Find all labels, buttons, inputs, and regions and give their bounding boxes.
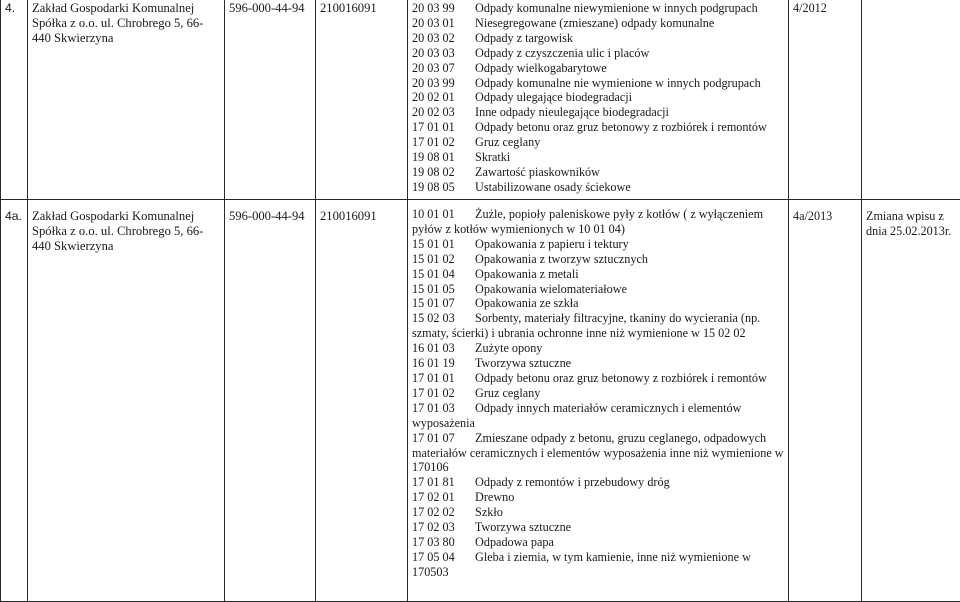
waste-code: 15 02 03 [412,311,472,326]
waste-description: Zawartość piaskowników [475,165,600,179]
waste-code: 15 01 01 [412,237,472,252]
waste-code: 16 01 19 [412,356,472,371]
waste-code-line [412,505,784,520]
waste-code: 16 01 03 [412,341,472,356]
waste-code-line [412,31,784,46]
waste-code: 17 01 01 [412,120,472,135]
waste-description: Zużyte opony [475,341,542,355]
waste-code-line [412,105,784,120]
waste-code-line [412,550,784,580]
waste-code: 20 02 01 [412,90,472,105]
entry-number: 4a. [1,200,28,602]
waste-description: Gruz ceglany [475,135,540,149]
waste-description: Szkło [475,505,503,519]
waste-codes-cell [408,200,789,602]
waste-code-line [412,207,784,237]
nip-number: 596-000-44-94 [225,200,316,602]
registration-number: 4a/2013 [789,200,862,602]
company-name-address: Zakład Gospodarki Komunalnej Spółka z o.o. ul. Chrobrego 5, 66-440 Skwierzyna [28,0,225,200]
waste-description: Sorbenty, materiały filtracyjne, tkaniny do wycierania (np. szmaty, ścierki) i ubrania ochronne inne niż wymienione w 15 02 02 [412,311,760,340]
waste-codes-cell [408,0,789,200]
waste-code: 15 01 02 [412,252,472,267]
waste-description: Skratki [475,150,510,164]
waste-code-line [412,120,784,135]
waste-description: Gleba i ziemia, w tym kamienie, inne niż wymienione w 170503 [412,550,751,579]
waste-description: Żużle, popioły paleniskowe pyły z kotłów ( z wyłączeniem pyłów z kotłów wymienionych w 10 01 04) [412,207,763,236]
waste-description: Opakowania wielomateriałowe [475,282,627,296]
waste-description: Ustabilizowane osady ściekowe [475,180,631,194]
nip-number: 596-000-44-94 [225,0,316,200]
waste-code: 17 03 80 [412,535,472,550]
waste-code-line [412,76,784,91]
waste-code-line [412,490,784,505]
waste-code: 15 01 04 [412,267,472,282]
table-row [1,0,960,200]
waste-code: 17 01 01 [412,371,472,386]
waste-description: Odpady z czyszczenia ulic i placów [475,46,649,60]
waste-description: Opakowania z tworzyw sztucznych [475,252,648,266]
waste-code: 10 01 01 [412,207,472,222]
waste-code: 15 01 07 [412,296,472,311]
company-name-address: Zakład Gospodarki Komunalnej Spółka z o.o. ul. Chrobrego 5, 66-440 Skwierzyna [28,200,225,602]
waste-code-line [412,61,784,76]
regon-number: 210016091 [316,0,408,200]
waste-code-line [412,341,784,356]
waste-code: 17 01 02 [412,386,472,401]
waste-description: Odpady komunalne niewymienione w innych podgrupach [475,1,758,15]
remarks [862,0,960,200]
waste-description: Odpady ulegające biodegradacji [475,90,632,104]
waste-code-line [412,282,784,297]
waste-code: 20 03 01 [412,16,472,31]
waste-code: 17 01 07 [412,431,472,446]
waste-code: 20 02 03 [412,105,472,120]
waste-code: 17 05 04 [412,550,472,565]
waste-code-line [412,237,784,252]
waste-description: Odpady innych materiałów ceramicznych i elementów wyposażenia [412,401,741,430]
waste-code-line [412,180,784,195]
waste-code-line [412,135,784,150]
waste-code: 17 01 02 [412,135,472,150]
regon-number: 210016091 [316,200,408,602]
waste-code-line [412,267,784,282]
waste-code: 19 08 02 [412,165,472,180]
waste-code-line [412,371,784,386]
waste-code: 20 03 02 [412,31,472,46]
waste-code-line [412,1,784,16]
entry-number: 4. [1,0,28,200]
waste-description: Tworzywa sztuczne [475,356,571,370]
waste-description: Zmieszane odpady z betonu, gruzu ceglanego, odpadowych materiałów ceramicznych i elementów wyposażenia inne niż wymienione w 170106 [412,431,784,475]
waste-description: Odpady betonu oraz gruz betonowy z rozbiórek i remontów [475,371,767,385]
waste-code-line [412,401,784,431]
waste-code: 19 08 01 [412,150,472,165]
waste-description: Drewno [475,490,514,504]
waste-description: Inne odpady nieulegające biodegradacji [475,105,669,119]
waste-code: 17 02 02 [412,505,472,520]
waste-description: Opakowania z papieru i tektury [475,237,629,251]
waste-code-line [412,431,784,476]
waste-code-line [412,150,784,165]
waste-code: 20 03 07 [412,61,472,76]
waste-code: 19 08 05 [412,180,472,195]
waste-description: Opakowania z metali [475,267,579,281]
waste-code: 20 03 99 [412,76,472,91]
waste-code: 17 02 03 [412,520,472,535]
waste-description: Odpady betonu oraz gruz betonowy z rozbiórek i remontów [475,120,767,134]
waste-code: 15 01 05 [412,282,472,297]
waste-code: 17 01 81 [412,475,472,490]
waste-code-line [412,252,784,267]
waste-code-line [412,46,784,61]
waste-code-line [412,356,784,371]
remarks: Zmiana wpisu z dnia 25.02.2013r. [862,200,960,602]
waste-code-line [412,16,784,31]
waste-description: Gruz ceglany [475,386,540,400]
waste-code: 17 02 01 [412,490,472,505]
waste-description: Odpady komunalne nie wymienione w innych podgrupach [475,76,761,90]
table-row [1,200,960,602]
registration-number: 4/2012 [789,0,862,200]
waste-description: Opakowania ze szkła [475,296,579,310]
waste-code-line [412,90,784,105]
waste-code-line [412,386,784,401]
waste-code: 20 03 99 [412,1,472,16]
waste-code-line [412,535,784,550]
waste-code-line [412,475,784,490]
waste-code-line [412,165,784,180]
waste-description: Odpady z remontów i przebudowy dróg [475,475,670,489]
waste-description: Niesegregowane (zmieszane) odpady komunalne [475,16,714,30]
waste-description: Odpadowa papa [475,535,554,549]
waste-code: 17 01 03 [412,401,472,416]
waste-code-line [412,520,784,535]
waste-code-line [412,296,784,311]
waste-description: Odpady z targowisk [475,31,573,45]
waste-description: Odpady wielkogabarytowe [475,61,607,75]
waste-code: 20 03 03 [412,46,472,61]
waste-code-line [412,311,784,341]
waste-description: Tworzywa sztuczne [475,520,571,534]
